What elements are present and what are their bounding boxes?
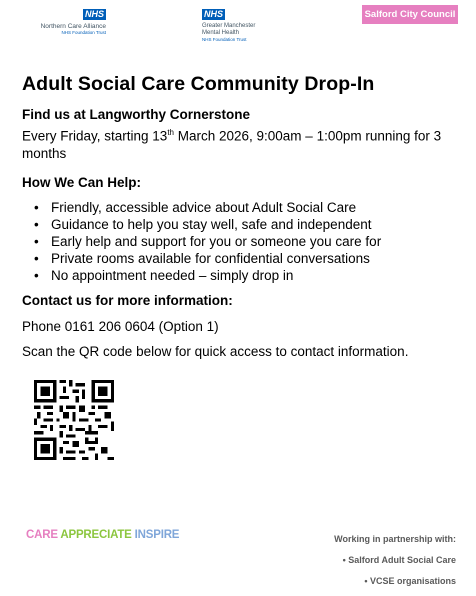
tagline bbox=[26, 529, 179, 541]
gmmh-trust-label: NHS Foundation Trust bbox=[202, 37, 247, 42]
partner-item: • VCSE organisations bbox=[334, 575, 456, 587]
qr-instruction: Scan the QR code below for quick access to contact information. bbox=[22, 344, 409, 359]
qr-code[interactable] bbox=[34, 380, 114, 460]
list-item: • Friendly, accessible advice about Adult Social Care bbox=[22, 199, 381, 216]
list-item: • No appointment needed – simply drop in bbox=[22, 267, 381, 284]
schedule-ordinal: th bbox=[167, 128, 174, 137]
gmmh-org-line1: Greater Manchester bbox=[202, 23, 256, 29]
tagline-care: CARE bbox=[26, 529, 58, 541]
partners-block bbox=[334, 533, 456, 596]
tagline-inspire: INSPIRE bbox=[134, 529, 180, 541]
gmmh-org-line2: Mental Health bbox=[202, 30, 240, 36]
page-title: Adult Social Care Community Drop-In bbox=[22, 73, 375, 95]
partners-heading: Working in partnership with: bbox=[334, 534, 456, 544]
list-item: • Early help and support for you or someone you care for bbox=[22, 233, 381, 250]
gmmh-logo bbox=[202, 4, 292, 42]
partner-item: • Salford Adult Social Care bbox=[334, 554, 456, 566]
schedule-text bbox=[22, 124, 442, 162]
list-item: • Guidance to help you stay well, safe and independent bbox=[22, 216, 381, 233]
nhs-badge: NHS bbox=[204, 9, 224, 19]
nhs-badge: NHS bbox=[84, 9, 104, 19]
schedule-rest: March 2026, 9:00am – 1:00pm running for 3 months bbox=[22, 128, 442, 161]
nca-trust-label: NHS Foundation Trust bbox=[61, 30, 106, 35]
nca-logo bbox=[26, 4, 106, 35]
contact-heading: Contact us for more information: bbox=[22, 293, 233, 308]
phone-number: Phone 0161 206 0604 (Option 1) bbox=[22, 319, 219, 334]
help-list bbox=[22, 199, 381, 284]
venue-heading: Find us at Langworthy Cornerstone bbox=[22, 107, 251, 122]
nca-org-name: Northern Care Alliance bbox=[40, 23, 106, 30]
schedule-start: Every Friday, starting 13 bbox=[22, 128, 168, 144]
help-heading: How We Can Help: bbox=[22, 175, 142, 190]
tagline-appreciate: APPRECIATE bbox=[60, 529, 132, 541]
salford-council-logo: Salford City Council bbox=[362, 5, 458, 24]
list-item: • Private rooms available for confidential conversations bbox=[22, 250, 381, 267]
